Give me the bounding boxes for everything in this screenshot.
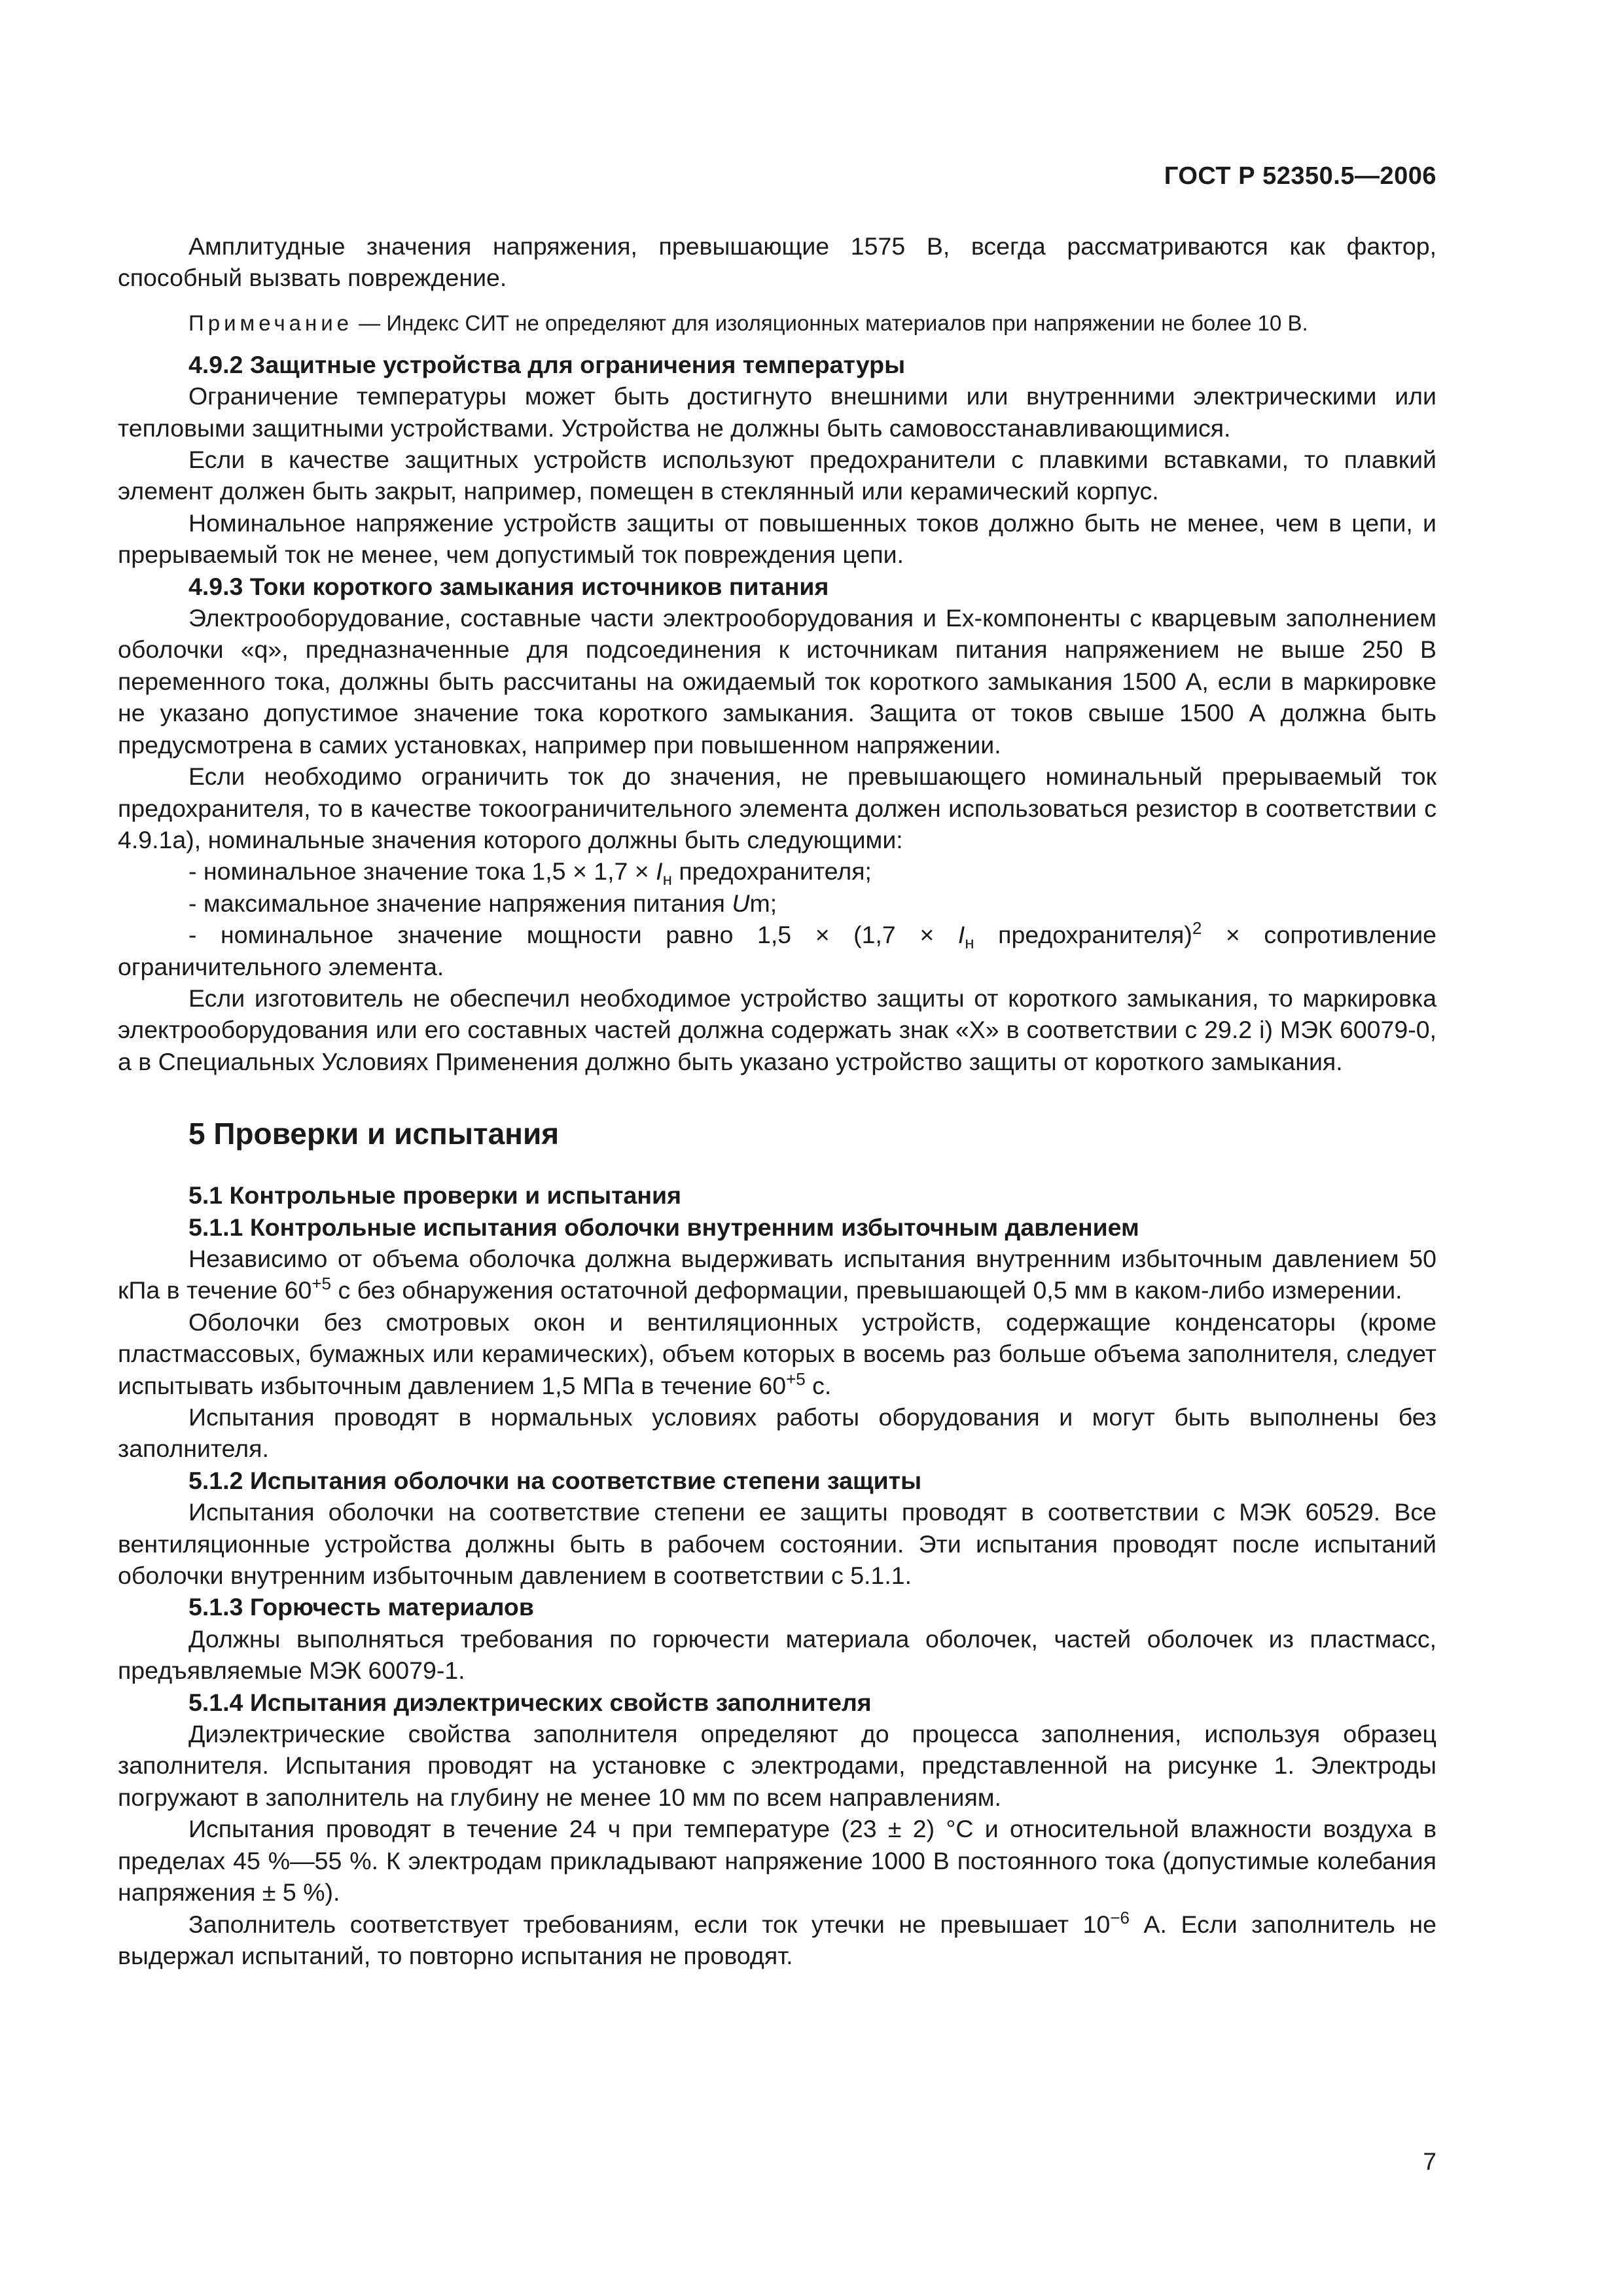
note [118, 308, 1436, 338]
paragraph: Амплитудные значения напряжения, превышающие 1575 В, всегда рассматриваются как фактор, способный вызвать повреждение. [118, 232, 1436, 292]
section-heading-5-1: 5.1 Контрольные проверки и испытания [188, 1181, 681, 1210]
section-heading-5-1-1: 5.1.1 Контрольные испытания оболочки внутренним избыточным давлением [188, 1213, 1139, 1241]
list-item: - номинальное значение мощности равно $1,5 \times (1,7 \times I_н$ предохранителя)$^2$ × сопротивление ограничительного элемента. [118, 918, 1437, 980]
paragraph: Испытания проводят в нормальных условиях работы оборудования и могут быть выполнены без заполнителя. [118, 1403, 1436, 1463]
section-heading-5-1-4: 5.1.4 Испытания диэлектрических свойств заполнителя [188, 1688, 872, 1716]
paragraph: Номинальное напряжение устройств защиты от повышенных токов должно быть не менее, чем в цепи, и прерываемый ток не менее, чем допустимый ток повреждения цепи. [118, 509, 1436, 569]
list-item: - максимальное значение напряжения питания Um; [188, 889, 777, 917]
document-body [118, 230, 1436, 1971]
document-page [118, 0, 1436, 2296]
note-text: — Индекс СИТ не определяют для изоляционных материалов при напряжении не более 10 В. [353, 310, 1308, 335]
section-heading-4-9-2: 4.9.2 Защитные устройства для ограничения температуры [188, 350, 906, 378]
paragraph: Если в качестве защитных устройств используют предохранители с плавкими вставками, то плавкий элемент должен быть закрыт, например, помещен в стеклянный или керамический корпус. [118, 446, 1436, 505]
section-heading-4-9-3: 4.9.3 Токи короткого замыкания источников питания [188, 572, 829, 600]
section-heading-5-1-2: 5.1.2 Испытания оболочки на соответствие степени защиты [188, 1466, 922, 1494]
paragraph: Если изготовитель не обеспечил необходимое устройство защиты от короткого замыкания, то маркировка электрооборудования или его составных частей должна содержать знак «X» в соответствии с 29.2 i) МЭК 60079-0, а в Специальных Условиях Применения должно быть указано устройство защиты от короткого замыкания. [118, 984, 1436, 1075]
paragraph: Должны выполняться требования по горючести материала оболочек, частей оболочек из пластмасс, предъявляемые МЭК 60079-1. [118, 1624, 1436, 1685]
paragraph: Испытания проводят в течение 24 ч при температуре (23 ± 2) °С и относительной влажности воздуха в пределах 45 %—55 %. К электродам прикладывают напряжение 1000 В постоянного тока (допустимые колебания напряжения ± 5 %). [118, 1815, 1436, 1907]
page-number: 7 [1423, 2148, 1436, 2175]
list-item: - номинальное значение тока $1,5 \times 1,7 \times I_н$ предохранителя; [188, 857, 872, 889]
paragraph: Испытания оболочки на соответствие степени ее защиты проводят в соответствии с МЭК 60529. Все вентиляционные устройства должны быть в рабочем состоянии. Эти испытания проводят после испытаний оболочки внутренним избыточным давлением в соответствии с 5.1.1. [118, 1498, 1436, 1590]
paragraph: Независимо от объема оболочка должна выдерживать испытания внутренним избыточным давлением 50 кПа в течение $60^{+5}$ с без обнаружения остаточной деформации, превышающей 0,5 мм в каком-либо измерении. [118, 1244, 1436, 1304]
paragraph: Если необходимо ограничить ток до значения, не превышающего номинальный прерываемый ток предохранителя, то в качестве токоограничительного элемента должен использоваться резистор в соответствии с 4.9.1а), номинальные значения которого должны быть следующими: [118, 762, 1436, 853]
standard-id-header: ГОСТ Р 52350.5—2006 [1164, 162, 1436, 190]
section-heading-5-1-3: 5.1.3 Горючесть материалов [188, 1593, 534, 1621]
paragraph: Заполнитель соответствует требованиям, если ток утечки не превышает $10^{-6}$ А. Если заполнитель не выдержал испытаний, то повторно испытания не проводят. [118, 1907, 1436, 1969]
paragraph: Диэлектрические свойства заполнителя определяют до процесса заполнения, используя образец заполнителя. Испытания проводят на установке с электродами, представленной на рисунке 1. Электроды погружают в заполнитель на глубину не менее 10 мм по всем направлениям. [118, 1720, 1436, 1811]
paragraph: Электрооборудование, составные части электрооборудования и Ex-компоненты с кварцевым заполнением оболочки «q», предназначенные для подсоединения к источникам питания напряжением не выше 250 В переменного тока, должны быть рассчитаны на ожидаемый ток короткого замыкания 1500 А, если в маркировке не указано допустимое значение тока короткого замыкания. Защита от токов свыше 1500 А должна быть предусмотрена в самих установках, например при повышенном напряжении. [118, 604, 1436, 759]
paragraph: Ограничение температуры может быть достигнуто внешними или внутренними электрическими или тепловыми защитными устройствами. Устройства не должны быть самовосстанавливающимися. [118, 382, 1436, 442]
paragraph: Оболочки без смотровых окон и вентиляционных устройств, содержащие конденсаторы (кроме пластмассовых, бумажных или керамических), объем которых в восемь раз больше объема заполнителя, следует испытывать избыточным давлением 1,5 МПа в течение $60^{+5}$ с. [118, 1308, 1436, 1399]
note-label: Примечание [188, 310, 353, 335]
section-heading-5: 5 Проверки и испытания [188, 1117, 560, 1151]
